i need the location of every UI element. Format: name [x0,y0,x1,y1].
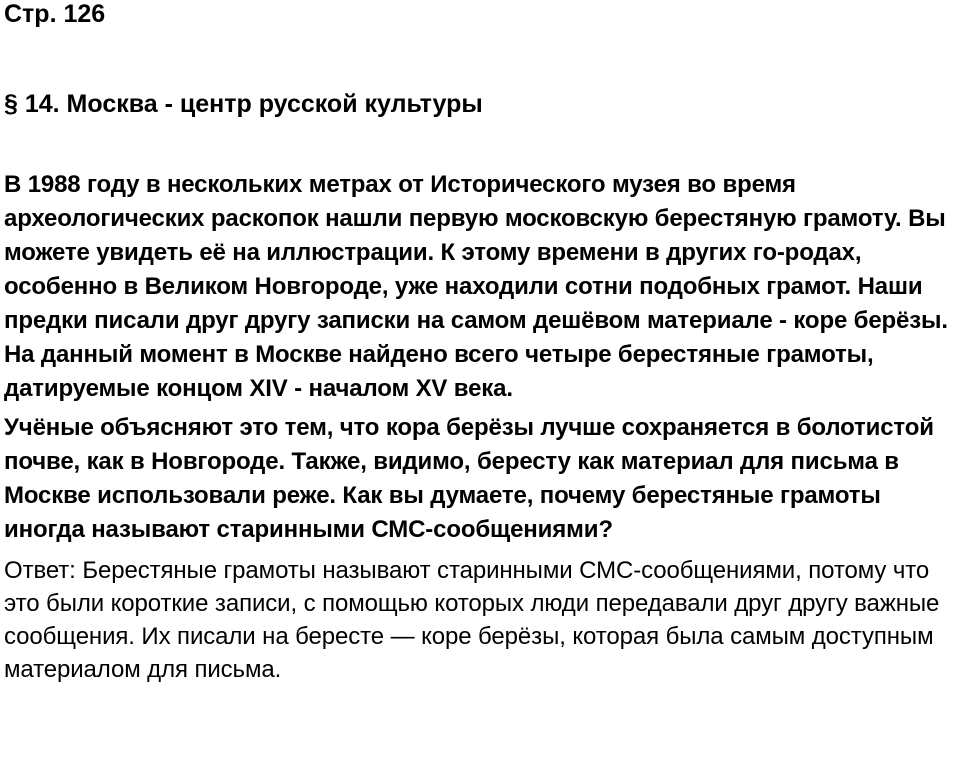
paragraph-birch-bark-discovery: В 1988 году в нескольких метрах от Исторического музея во время археологических раскопок нашли первую московскую берестяную грамоту. Вы можете увидеть её на иллюстрации. К этому времени в других го-родах, особенно в Великом Новгороде, уже находили сотни подобных грамот. Наши предки писали друг другу записки на самом дешёвом материале - коре берёзы. На данный момент в Москве найдено всего четыре берестяные грамоты, датируемые концом XIV - началом XV века. [4,171,948,402]
section-title: § 14. Москва - центр русской культуры [4,90,483,118]
document-page [4,0,966,710]
page-number: Стр. 126 [4,0,106,28]
paragraph-question: Учёные объясняют это тем, что кора берёзы лучше сохраняется в болотистой почве, как в Новгороде. Также, видимо, бересту как материал для письма в Москве использовали реже. Как вы думаете, почему берестяные грамоты иногда называют старинными СМС-сообщениями? [4,414,934,543]
answer-text: Ответ: Берестяные грамоты называют старинными СМС-сообщениями, потому что это были короткие записи, с помощью которых люди передавали друг другу важные сообщения. Их писали на бересте — коре берёзы, которая была самым доступным материалом для письма. [4,557,940,683]
